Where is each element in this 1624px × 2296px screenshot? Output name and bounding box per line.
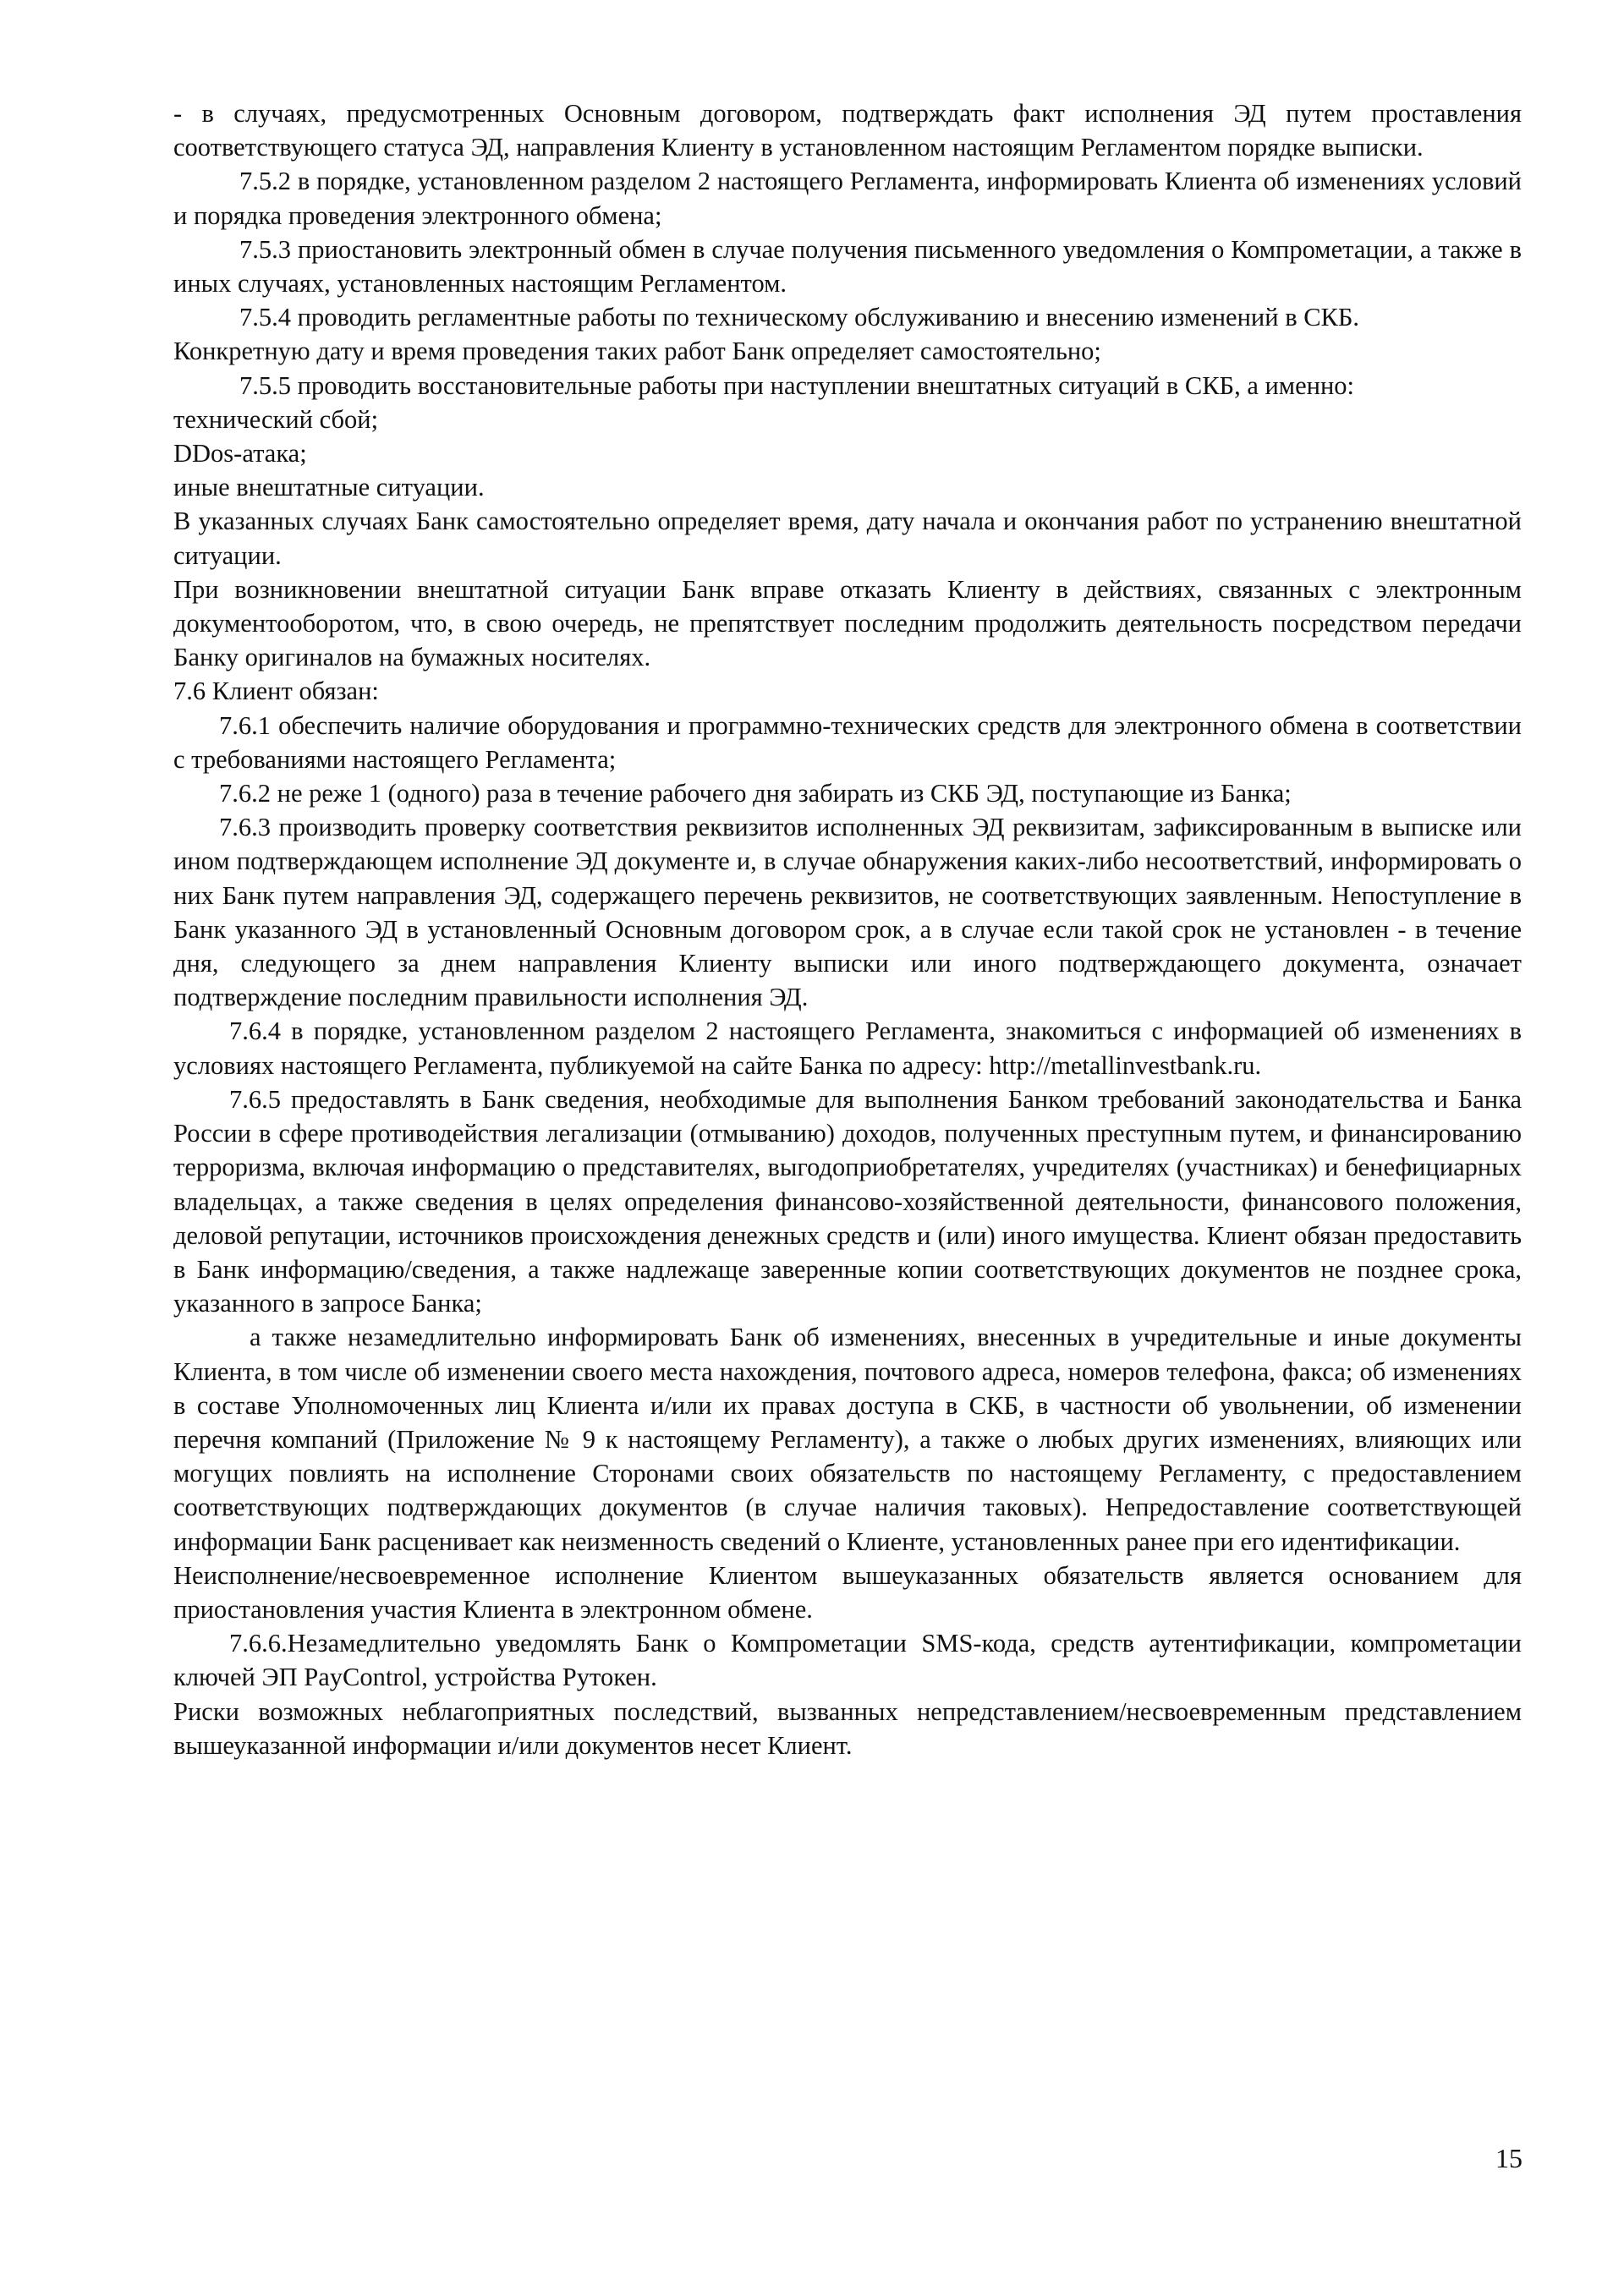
paragraph-non-fulfillment: Неисполнение/несвоевременное исполнение Клиентом вышеуказанных обязательств является основанием для приостановления участия Клиента в электронном обмене. xyxy=(173,1560,1522,1624)
paragraph-7-5-5: 7.5.5 проводить восстановительные работы при наступлении внештатных ситуаций в СКБ, а именно: xyxy=(239,370,1355,400)
paragraph-status-confirmation: - в случаях, предусмотренных Основным договором, подтверждать факт исполнения ЭД путем проставления соответствующего статуса ЭД, направления Клиенту в установленном настоящим Регламентом порядке выписки. xyxy=(173,99,1522,162)
list-item-ddos-attack: DDos-атака; xyxy=(173,439,307,469)
paragraph-7-5-3: 7.5.3 приостановить электронный обмен в случае получения письменного уведомления о Компрометации, а также в иных случаях, установленных настоящим Регламентом. xyxy=(173,234,1522,299)
page-number: 15 xyxy=(1495,2143,1522,2173)
paragraph-maintenance-date: Конкретную дату и время проведения таких работ Банк определяет самостоятельно; xyxy=(173,337,1101,366)
paragraph-bank-determines-time: В указанных случаях Банк самостоятельно определяет время, дату начала и окончания работ по устранению внештатной ситуации. xyxy=(173,507,1522,570)
paragraph-risks: Риски возможных неблагоприятных последствий, вызванных непредставлением/несвоевременным представлением вышеуказанной информации и/или документов несет Клиент. xyxy=(173,1696,1522,1760)
list-item-technical-failure: технический сбой; xyxy=(173,404,379,434)
paragraph-7-6-6: 7.6.6.Незамедлительно уведомлять Банк о Компрометации SMS-кода, средств аутентификации, компрометации ключей ЭП PayControl, устройства Рутокен. xyxy=(173,1629,1522,1692)
paragraph-7-6-5: 7.6.5 предоставлять в Банк сведения, необходимые для выполнения Банком требований законодательства и Банка России в сфере противодействия легализации (отмыванию) доходов, полученных преступным путем, и финансированию терроризма, включая информацию о представителях, выгодоприобретателях, учредителях (участниках) и бенефициарных владельцах, а также сведения в целях определения финансово-хозяйственной деятельности, финансового положения, деловой репутации, источников происхождения денежных средств и (или) иного имущества. Клиент обязан предоставить в Банк информацию/сведения, а также надлежаще заверенные копии соответствующих документов не позднее срока, указанного в запросе Банка; xyxy=(173,1084,1522,1318)
paragraph-notify-changes: а также незамедлительно информировать Банк об изменениях, внесенных в учредительные и иные документы Клиента, в том числе об изменении своего места нахождения, почтового адреса, номеров телефона, факса; об изменениях в составе Уполномоченных лиц Клиента и/или их правах доступа в СКБ, в частности об увольнении, об изменении перечня компаний (Приложение № 9 к настоящему Регламенту), а также о любых других изменениях, влияющих или могущих повлиять на исполнение Сторонами своих обязательств по настоящему Регламенту, с предоставлением соответствующих подтверждающих документов (в случае наличия таковых). Непредоставление соответствующей информации Банк расценивает как неизменность сведений о Клиенте, установленных ранее при его идентификации. xyxy=(173,1323,1522,1556)
paragraph-7-6-2: 7.6.2 не реже 1 (одного) раза в течение рабочего дня забирать из СКБ ЭД, поступающие из Банка; xyxy=(219,779,1292,808)
paragraph-7-5-4: 7.5.4 проводить регламентные работы по техническому обслуживанию и внесению изменений в СКБ. xyxy=(239,303,1360,332)
section-heading-7-6: 7.6 Клиент обязан: xyxy=(173,677,379,706)
document-body xyxy=(173,96,1522,1762)
paragraph-7-6-3: 7.6.3 производить проверку соответствия реквизитов исполненных ЭД реквизитам, зафиксированным в выписке или ином подтверждающем исполнение ЭД документе и, в случае обнаружения каких-либо несоответствий, информировать о них Банк путем направления ЭД, содержащего перечень реквизитов, не соответствующих заявленным. Непоступление в Банк указанного ЭД в установленный Основным договором срок, а в случае если такой срок не установлен - в течение дня, следующего за днем направления Клиенту выписки или иного подтверждающего документа, означает подтверждение последним правильности исполнения ЭД. xyxy=(173,813,1522,1012)
paragraph-7-5-2: 7.5.2 в порядке, установленном разделом 2 настоящего Регламента, информировать Клиента об изменениях условий и порядка проведения электронного обмена; xyxy=(173,167,1522,230)
list-item-other-situations: иные внештатные ситуации. xyxy=(173,473,485,502)
paragraph-7-6-1: 7.6.1 обеспечить наличие оборудования и программно-технических средств для электронного обмена в соответствии с требованиями настоящего Регламента; xyxy=(173,710,1522,774)
paragraph-7-6-4: 7.6.4 в порядке, установленном разделом 2 настоящего Регламента, знакомиться с информацией об изменениях в условиях настоящего Регламента, публикуемой на сайте Банка по адресу: http://metallinvestbank.ru. xyxy=(173,1016,1522,1080)
paragraph-emergency-refusal: При возникновении внештатной ситуации Банк вправе отказать Клиенту в действиях, связанных с электронным документооборотом, что, в свою очередь, не препятствует последним продолжить деятельность посредством передачи Банку оригиналов на бумажных носителях. xyxy=(173,574,1522,672)
